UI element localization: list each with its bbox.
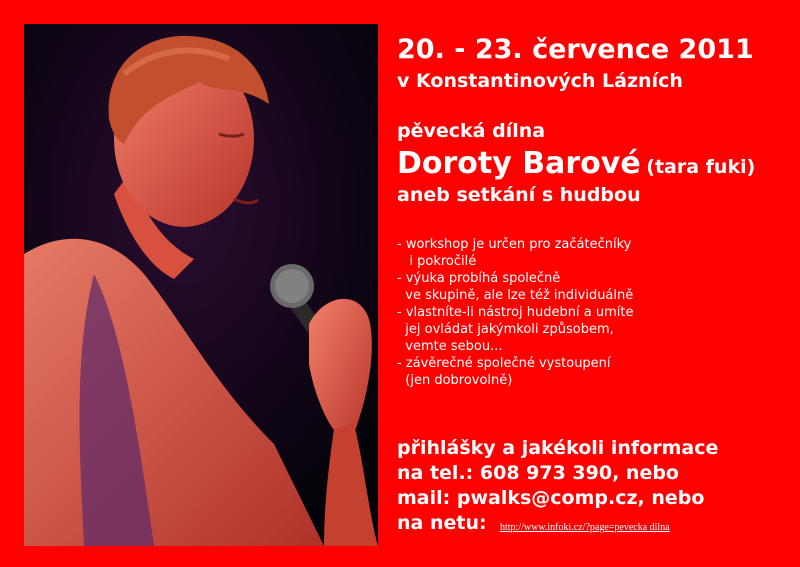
event-host-line xyxy=(397,146,755,181)
list-item: vemte sebou... xyxy=(397,339,503,354)
list-item: i pokročilé xyxy=(397,254,477,269)
list-item: - workshop je určen pro začátečníky xyxy=(397,237,632,252)
web-link[interactable]: http://www.infoki.cz/?page=pevecka dilna xyxy=(500,522,670,533)
list-item: - závěrečné společné vystoupení xyxy=(397,356,611,371)
event-dates: 20. - 23. července 2011 xyxy=(397,34,754,65)
singer-photo xyxy=(24,24,378,546)
list-item: (jen dobrovolně) xyxy=(397,373,513,388)
contact-email: mail: pwalks@comp.cz, nebo xyxy=(397,487,705,509)
event-location: v Konstantinových Lázních xyxy=(397,70,683,92)
event-subtitle: aneb setkání s hudbou xyxy=(397,184,641,206)
event-type: pěvecká dílna xyxy=(397,120,546,142)
contact-block xyxy=(397,436,718,536)
contact-web-label: na netu: xyxy=(397,512,487,534)
list-item: - vlastníte-li nástroj hudební a umíte xyxy=(397,305,634,320)
contact-phone: na tel.: 608 973 390, nebo xyxy=(397,462,679,484)
list-item: - výuka probíhá společně xyxy=(397,271,561,286)
host-alias: (tara fuki) xyxy=(646,156,756,178)
list-item: ve skupině, ale lze též individuálně xyxy=(397,288,634,303)
list-item: jej ovládat jakýmkoli způsobem, xyxy=(397,322,614,337)
host-name: Doroty Barové xyxy=(397,146,641,181)
info-list xyxy=(397,236,633,389)
contact-heading: přihlášky a jakékoli informace xyxy=(397,437,719,459)
